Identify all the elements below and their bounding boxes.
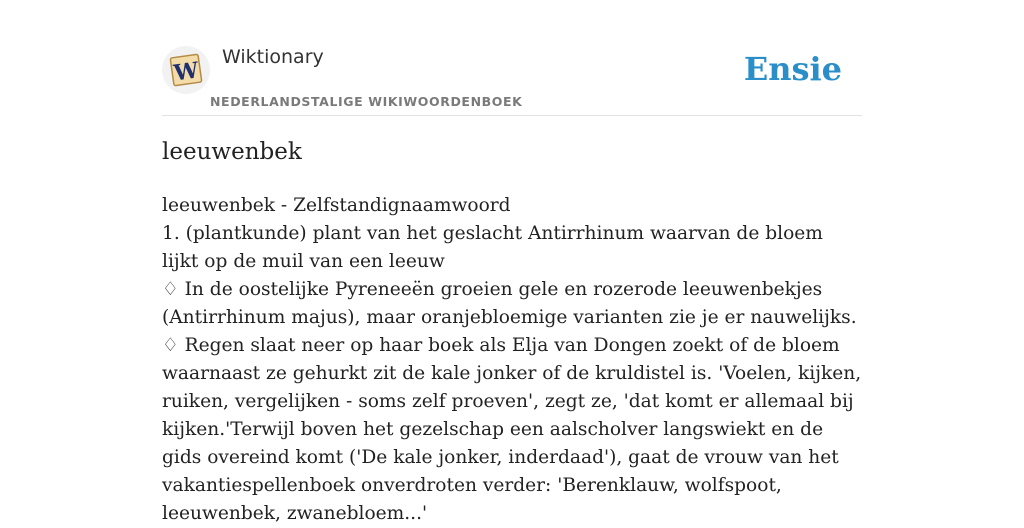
entry-content (162, 192, 862, 528)
site-header (162, 40, 862, 116)
example-sentence: ♢ In de oostelijke Pyreneeën groeien gele en rozerode leeuwenbekjes (Antirrhinum majus), maar oranjebloemige varianten zie je er nauwelijks. (162, 279, 857, 328)
page-title: leeuwenbek (162, 139, 302, 165)
site-subtitle: NEDERLANDSTALIGE WIKIWOORDENBOEK (210, 94, 523, 109)
wiktionary-w-tile-icon (168, 52, 204, 88)
wiktionary-logo[interactable] (162, 46, 210, 94)
entry-heading-line: leeuwenbek - Zelfstandignaamwoord (162, 195, 511, 216)
definition-line: 1. (plantkunde) plant van het geslacht Antirrhinum waarvan de bloem lijkt op de muil van een leeuw (162, 223, 823, 272)
site-name[interactable]: Wiktionary (222, 46, 324, 68)
logo-letter: W (172, 57, 201, 87)
example-sentence: ♢ Regen slaat neer op haar boek als Elja van Dongen zoekt of de bloem waarnaast ze gehurkt zit de kale jonker of de kruldistel is. 'Voelen, kijken, ruiken, vergelijken - soms zelf proeven', zegt ze, 'dat komt er allemaal bij kijken.'Terwijl boven het gezelschap een aalscholver langswiekt en de gids overeind komt ('De kale jonker, inderdaad'), gaat de vrouw van het vakantiespellenboek onverdroten verder: 'Berenklauw, wolfspoot, leeuwenbek, zwanebloem...' (162, 335, 862, 524)
ensie-brand-logo[interactable]: Ensie (743, 50, 842, 88)
